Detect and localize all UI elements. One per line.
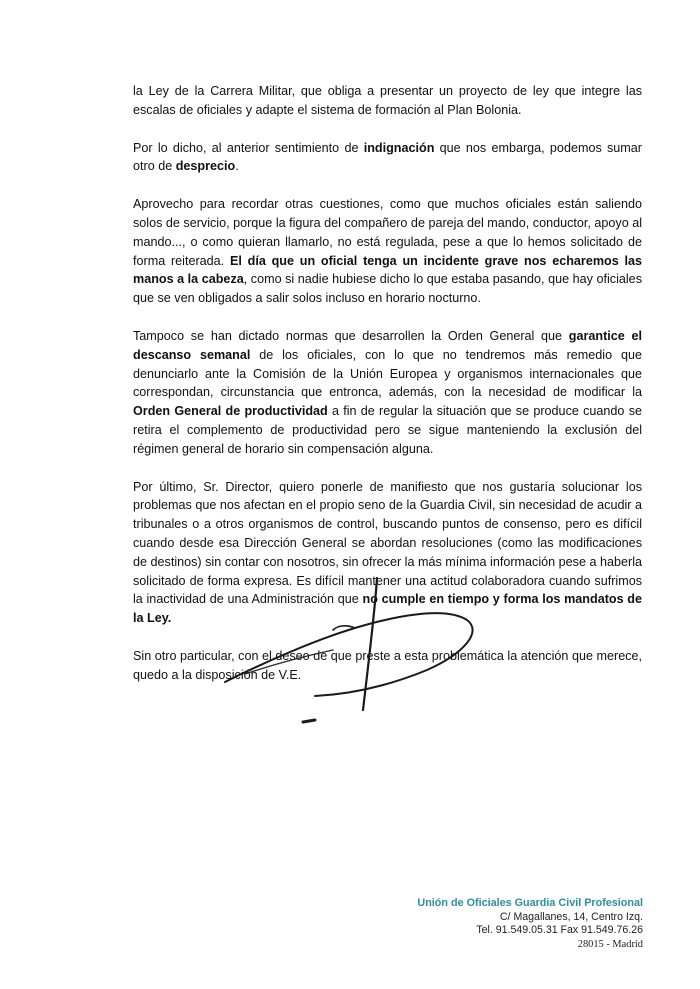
paragraph-3-text-c: , como si nadie hubiese dicho lo que estaba pasando, que hay oficiales que se ven obligados a salir solos incluso en horario nocturno. — [133, 272, 642, 306]
paragraph-5-bold: no cumple en tiempo y forma los mandatos de la Ley. — [133, 592, 642, 626]
paragraph-2-bold-desprecio: desprecio — [175, 159, 236, 174]
paragraph-3 — [133, 195, 642, 308]
footer-address: C/ Magallanes, 14, Centro Izq. — [499, 910, 643, 923]
paragraph-2-text-a: Por lo dicho, al anterior sentimiento de — [133, 140, 364, 155]
paragraph-2-text-c: que nos embarga, podemos sumar otro de — [133, 140, 642, 174]
footer-organization: Unión de Oficiales Guardia Civil Profesional — [417, 897, 643, 909]
paragraph-4-text-a: Tampoco se han dictado normas que desarrollen la Orden General que — [133, 328, 569, 343]
paragraph-4-text-d: a fin de regular la situación que se produce cuando se retira el complemento de productividad pero se sigue manteniendo la exclusión del régimen general de horario sin compensación alguna. — [133, 404, 642, 456]
paragraph-3-text-a: Aprovecho para recordar otras cuestiones, como que muchos oficiales están saliendo solos de servicio, porque la figura del compañero de pareja del mando, conductor, apoyo al mando..., o como quieran llamarlo, no está regulada, pese a que lo hemos solicitado de forma reiterada. — [133, 197, 642, 268]
footer-postal-code: 28015 - Madrid — [577, 938, 643, 950]
paragraph-3-bold: El día que un oficial tenga un incidente grave nos echaremos las manos a la cabeza — [133, 253, 642, 287]
paragraph-6-closing: Sin otro particular, con el deseo de que preste a esta problemática la atención que merece, quedo a la disposición de V.E. — [133, 648, 642, 682]
paragraph-4-bold-productividad: Orden General de productividad — [133, 404, 328, 419]
paragraph-5-text-a: Por último, Sr. Director, quiero ponerle de manifiesto que nos gustaría solucionar los problemas que nos afectan en el propio seno de la Guardia Civil, sin necesidad de acudir a tribunales o a otros organismos de control, buscando puntos de consenso, pero es difícil cuando desde esa Dirección General se abordan resoluciones (como las modificaciones de destinos) sin contar con nosotros, sin ofrecer la más mínima información pese a haberla solicitado de forma expresa. Es difícil mantener una actitud colaboradora cuando sufrimos la inactividad de una Administración que — [133, 479, 642, 607]
paragraph-2 — [133, 139, 642, 177]
paragraph-1: la Ley de la Carrera Militar, que obliga a presentar un proyecto de ley que integre las escalas de oficiales y adapte el sistema de formación al Plan Bolonia. — [133, 84, 642, 117]
handwritten-signature — [205, 570, 485, 740]
footer-phones: Tel. 91.549.05.31 Fax 91.549.76.26 — [476, 924, 643, 937]
paragraph-2-text-d: . — [235, 159, 239, 174]
paragraph-2-bold-indignacion: indignación — [363, 140, 435, 155]
paragraph-4 — [133, 327, 642, 459]
paragraph-4-bold-descanso: garantice el descanso semanal — [133, 328, 642, 362]
paragraph-4-text-c: de los oficiales, con lo que no tendremos más remedio que denunciarlo ante la Comisión de la Unión Europea y organismos internacionales que correspondan, circunstancia que entronca, además, con la necesidad de modificar la — [133, 347, 642, 400]
letterhead-footer — [417, 897, 643, 951]
